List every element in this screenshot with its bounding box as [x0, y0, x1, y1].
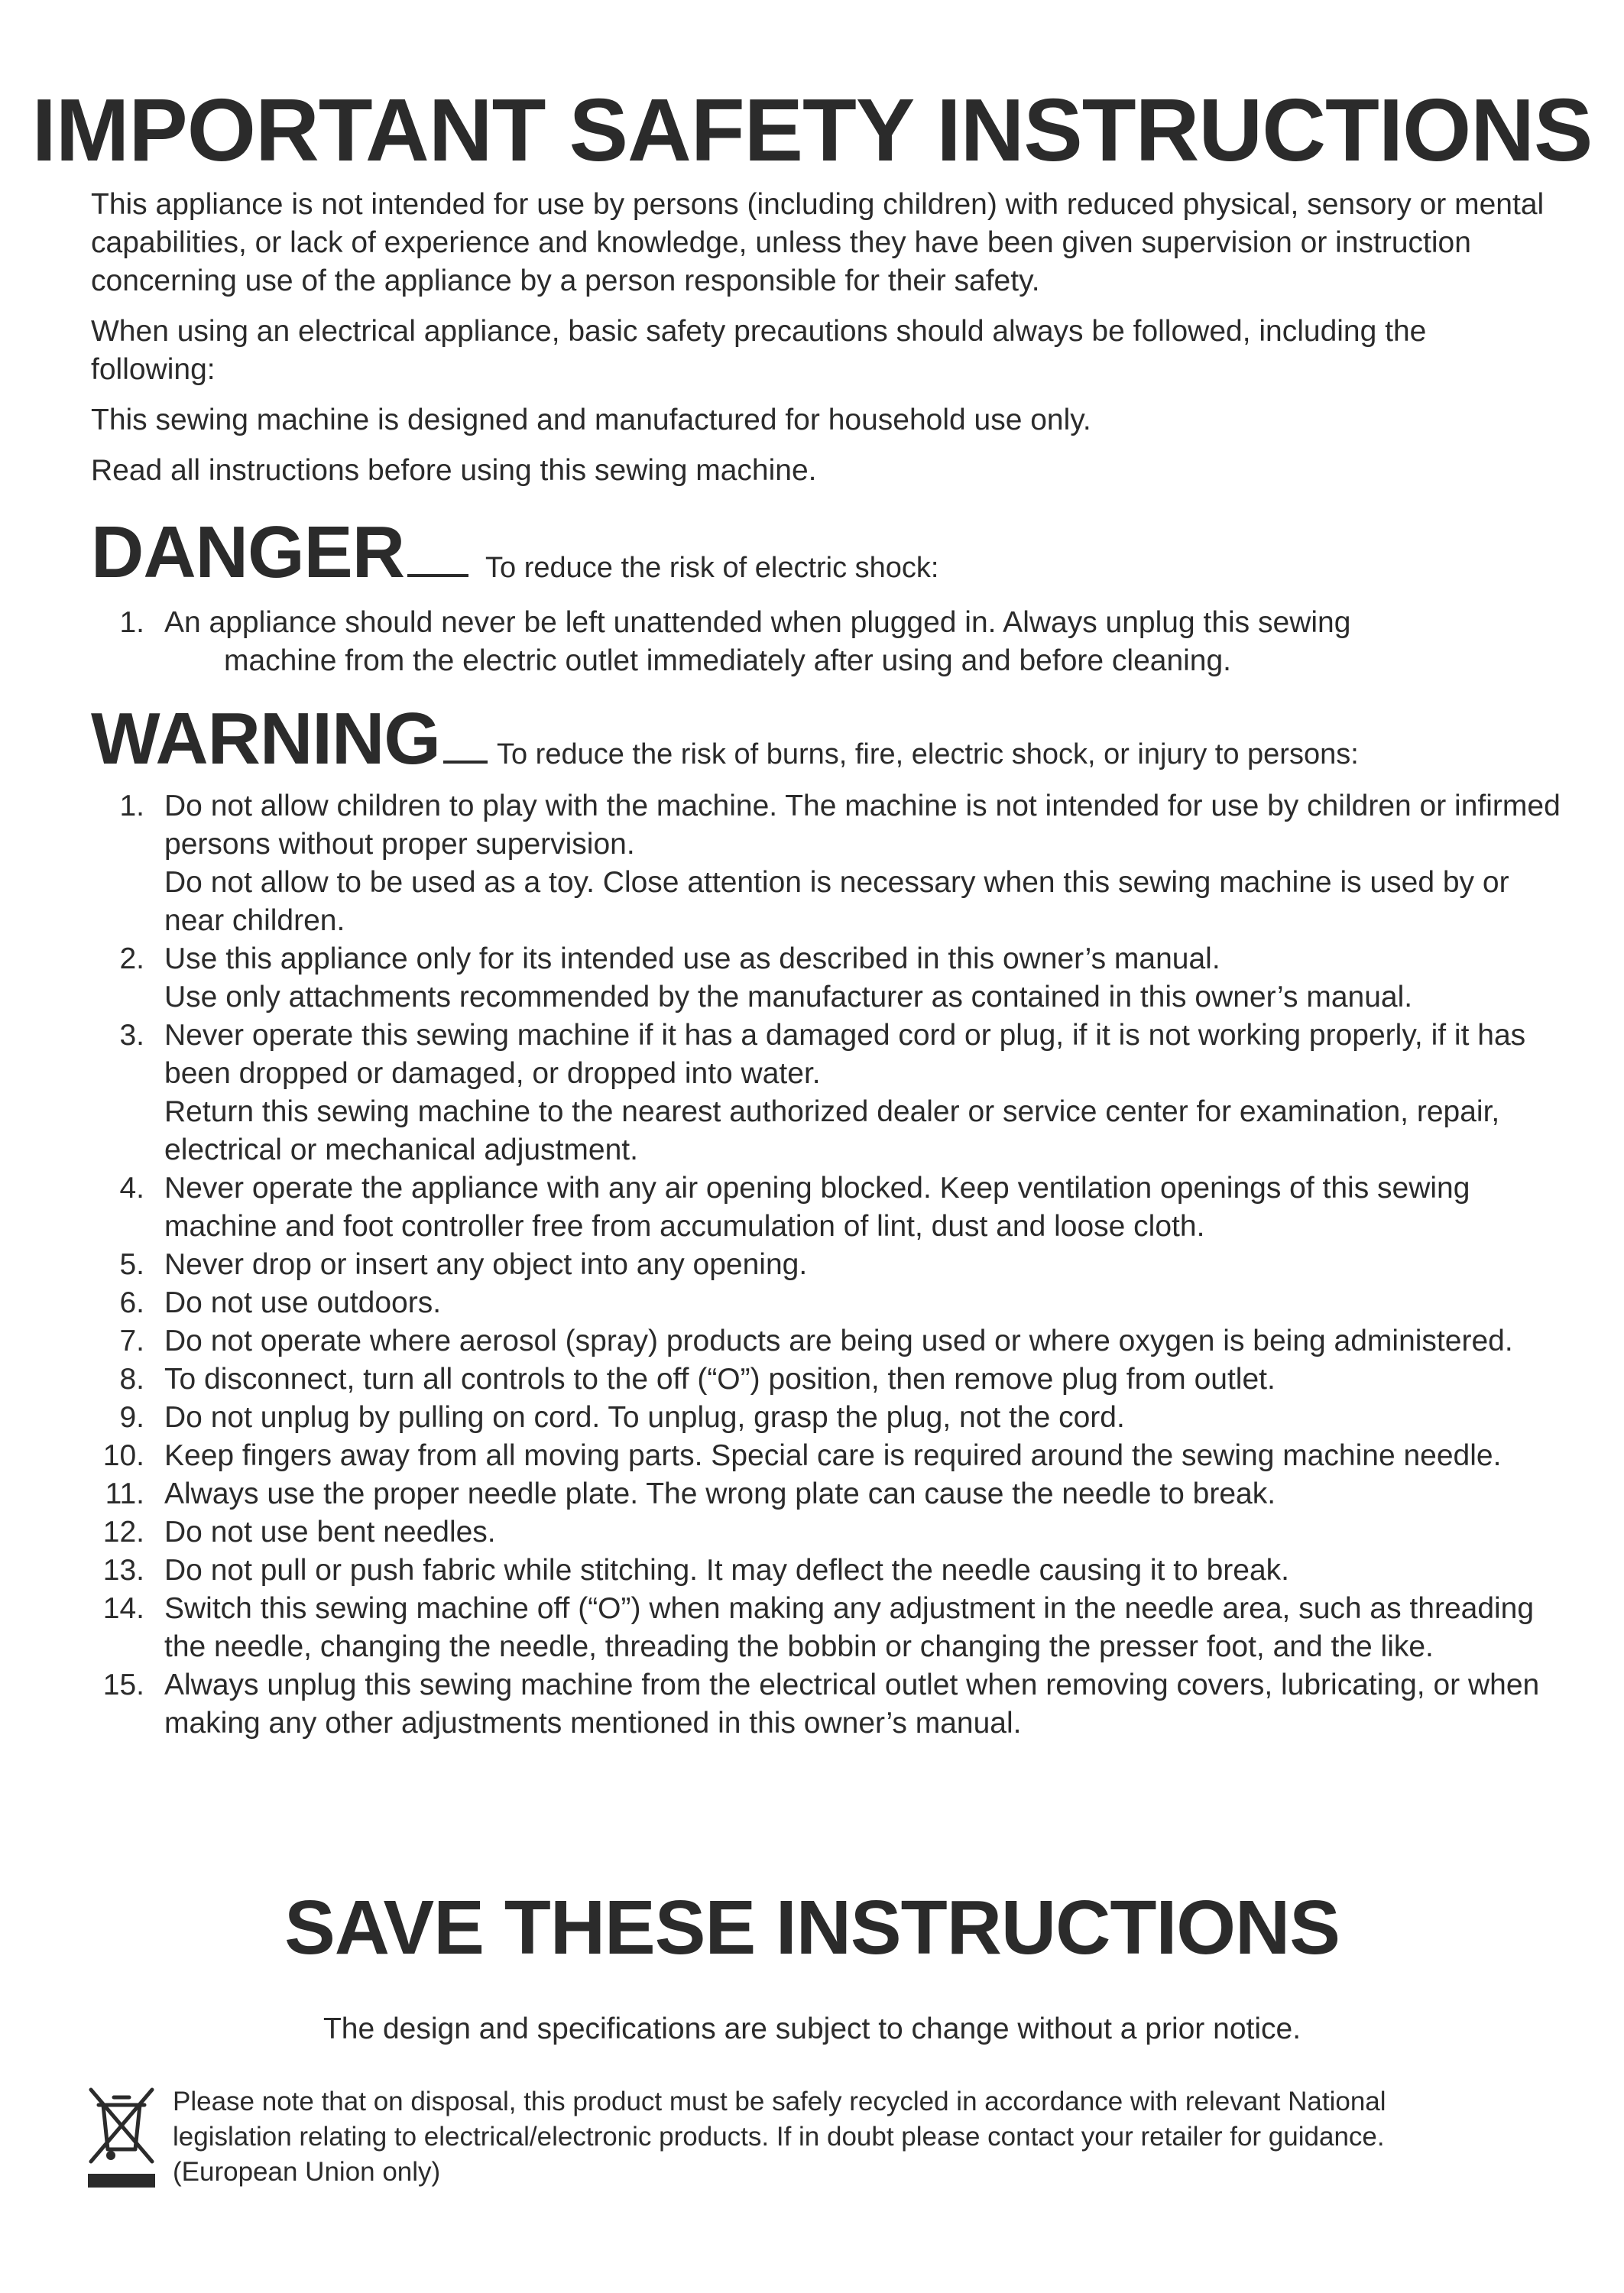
warning-item-number: 12. [102, 1516, 144, 1549]
warning-item [91, 1017, 1562, 1169]
page-title: IMPORTANT SAFETY INSTRUCTIONS [31, 80, 1593, 180]
warning-item-number: 9. [119, 1401, 144, 1434]
warning-item-number: 6. [119, 1286, 144, 1319]
warning-item-text: Do not allow children to play with the machine. The machine is not intended for use by children or infirmed persons without proper supervision. [164, 790, 1561, 861]
intro-paragraph-1: This appliance is not intended for use by persons (including children) with reduced physical, sensory or mental capabilities, or lack of experience and knowledge, unless they have been given supervision or instruction concerning use of the appliance by a person responsible for their safety. [91, 188, 1545, 297]
warning-item-text: Keep fingers away from all moving parts. Special care is required around the sewing machine needle. [164, 1439, 1502, 1472]
warning-item-number: 8. [119, 1363, 144, 1396]
warning-item-text: Never operate this sewing machine if it has a damaged cord or plug, if it is not working properly, if it has been dropped or damaged, or dropped into water. [164, 1019, 1526, 1090]
warning-item [91, 1322, 1562, 1361]
warning-item [91, 1666, 1562, 1743]
warning-item-text: Never operate the appliance with any air opening blocked. Keep ventilation openings of this sewing machine and foot controller free from accumulation of lint, dust and loose cloth. [164, 1172, 1470, 1243]
warning-item-number: 10. [102, 1439, 144, 1472]
danger-item [91, 604, 1562, 680]
warning-dash [443, 761, 488, 764]
warning-item-text: Do not use outdoors. [164, 1286, 442, 1319]
warning-item-number: 4. [119, 1172, 144, 1205]
warning-item [91, 1246, 1562, 1284]
warning-item-text: Use this appliance only for its intended use as described in this owner’s manual. [164, 942, 1220, 975]
warning-item [91, 1169, 1562, 1246]
warning-item [91, 1437, 1562, 1475]
danger-subheading: To reduce the risk of electric shock: [485, 552, 939, 584]
warning-item-text: Do not unplug by pulling on cord. To unplug, grasp the plug, not the cord. [164, 1401, 1125, 1434]
specification-notice: The design and specifications are subject to change without a prior notice. [323, 2012, 1301, 2045]
warning-item-number: 5. [119, 1248, 144, 1281]
warning-item-number: 1. [119, 790, 144, 822]
danger-item-number: 1. [119, 606, 144, 639]
warning-item-number: 7. [119, 1325, 144, 1357]
warning-list [91, 787, 1562, 1743]
intro-paragraph-4: Read all instructions before using this sewing machine. [91, 454, 817, 487]
warning-item-extra: Use only attachments recommended by the manufacturer as contained in this owner’s manual. [164, 981, 1413, 1014]
warning-item-text: Do not operate where aerosol (spray) products are being used or where oxygen is being administered. [164, 1325, 1513, 1357]
disposal-line-3: (European Union only) [173, 2157, 441, 2187]
warning-item [91, 940, 1562, 1017]
intro-paragraph-3: This sewing machine is designed and manufactured for household use only. [91, 404, 1091, 436]
warning-item-number: 15. [102, 1669, 144, 1701]
weee-crossed-bin-icon [88, 2087, 155, 2189]
danger-dash [407, 574, 468, 577]
intro-paragraph-2: When using an electrical appliance, basic safety precautions should always be followed, including the following: [91, 315, 1427, 386]
danger-heading: DANGER [91, 511, 405, 593]
warning-item-number: 3. [119, 1019, 144, 1052]
disposal-line-2: legislation relating to electrical/electronic products. If in doubt please contact your retailer for guidance. [173, 2122, 1385, 2152]
danger-list [91, 604, 1562, 680]
warning-item-text: Always unplug this sewing machine from the electrical outlet when removing covers, lubricating, or when making any other adjustments mentioned in this owner’s manual. [164, 1669, 1540, 1740]
warning-item-number: 14. [102, 1592, 144, 1625]
warning-item [91, 1590, 1562, 1666]
warning-item [91, 1552, 1562, 1590]
warning-subheading: To reduce the risk of burns, fire, electric shock, or injury to persons: [496, 738, 1359, 770]
warning-item-extra: Return this sewing machine to the nearest authorized dealer or service center for examination, repair, electrical or mechanical adjustment. [164, 1095, 1500, 1166]
warning-item-extra: Do not allow to be used as a toy. Close attention is necessary when this sewing machine is used by or near children. [164, 866, 1509, 937]
warning-item-number: 13. [102, 1554, 144, 1587]
warning-item [91, 1284, 1562, 1322]
warning-heading-row [91, 697, 1566, 781]
danger-item-extra: machine from the electric outlet immediately after using and before cleaning. [224, 644, 1232, 677]
intro-section [91, 186, 1558, 502]
warning-item [91, 1399, 1562, 1437]
warning-item-text: Never drop or insert any object into any opening. [164, 1248, 808, 1281]
warning-item [91, 1361, 1562, 1399]
warning-item [91, 1475, 1562, 1513]
disposal-line-1: Please note that on disposal, this product must be safely recycled in accordance with relevant National [173, 2087, 1386, 2116]
warning-item-text: To disconnect, turn all controls to the off (“O”) position, then remove plug from outlet. [164, 1363, 1276, 1396]
warning-item-number: 2. [119, 942, 144, 975]
danger-heading-row [91, 511, 1566, 595]
save-instructions-title: SAVE THESE INSTRUCTIONS [284, 1885, 1340, 1970]
warning-item [91, 1513, 1562, 1552]
warning-item-text: Always use the proper needle plate. The wrong plate can cause the needle to break. [164, 1477, 1276, 1510]
warning-heading: WARNING [91, 698, 440, 780]
warning-item-number: 11. [105, 1477, 144, 1510]
danger-item-text: An appliance should never be left unattended when plugged in. Always unplug this sewing [164, 606, 1351, 639]
warning-item-text: Switch this sewing machine off (“O”) when making any adjustment in the needle area, such as threading the needle, changing the needle, threading the bobbin or changing the presser foot, and the like. [164, 1592, 1535, 1663]
warning-item-text: Do not pull or push fabric while stitching. It may deflect the needle causing it to break. [164, 1554, 1289, 1587]
warning-item-text: Do not use bent needles. [164, 1516, 496, 1549]
warning-item [91, 787, 1562, 940]
disposal-note [173, 2084, 1548, 2190]
